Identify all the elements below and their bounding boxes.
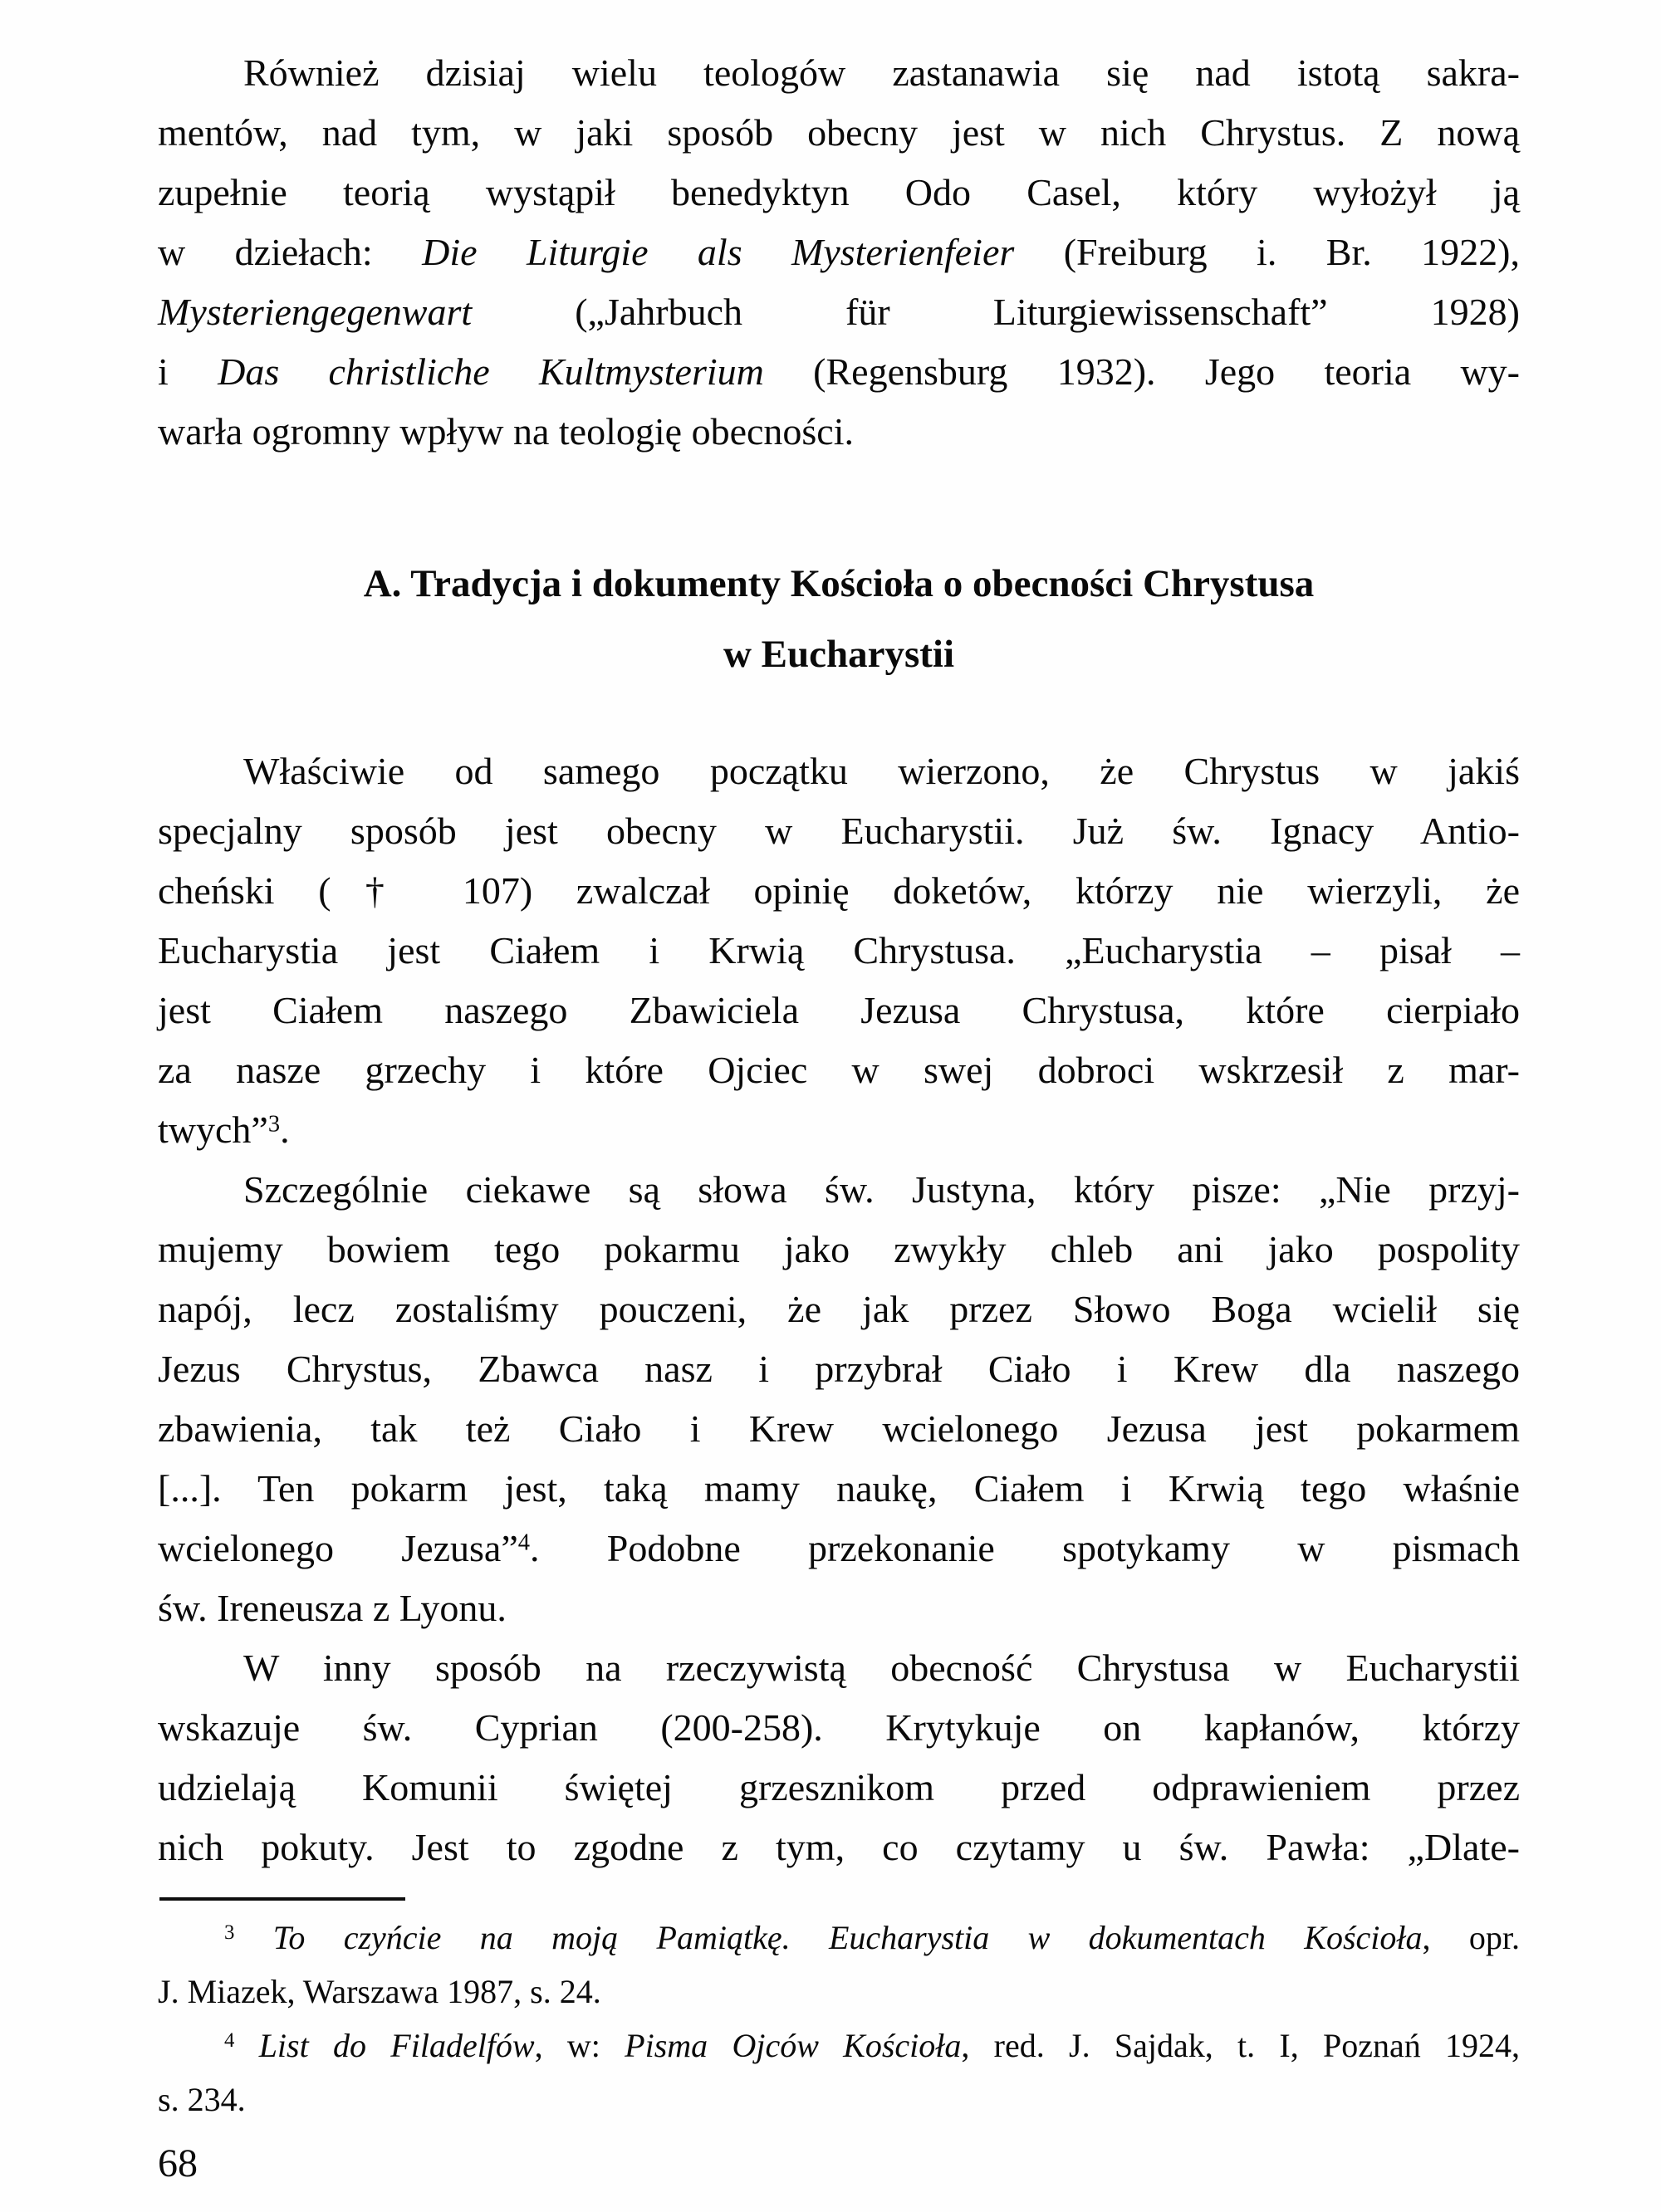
footnote-separator-rule [159,1897,405,1901]
text-segment: mentów, nad tym, w jaki sposób obecny jest w nich Chrystus. Z nową [158,111,1520,154]
text-segment [234,2027,258,2064]
text-line [158,1399,1520,1459]
text-line [158,1638,1520,1698]
text-segment: (Freiburg i. Br. 1922), [1014,231,1520,273]
paragraph-ignatius [158,741,1520,1160]
text-segment: wskazuje św. Cyprian (200-258). Krytykuje on kapłanów, którzy [158,1706,1520,1749]
italic-title: To czyńcie na moją Pamiątkę. Eucharystia w dokumentach Kościoła [272,1919,1423,1956]
text-segment: (Regensburg 1932). Jego teoria wy- [763,350,1520,393]
text-line [158,2019,1520,2073]
text-line [158,163,1520,223]
text-segment: s. 234. [158,2081,246,2118]
text-line [158,1040,1520,1100]
text-line [158,1220,1520,1280]
text-line [158,1280,1520,1339]
text-segment: i [158,350,218,393]
text-segment: Właściwie od samego początku wierzono, że Chrystus w jakiś [243,750,1520,792]
text-segment: J. Miazek, Warszawa 1987, s. 24. [158,1973,601,2010]
italic-title: Die Liturgie als Mysterienfeier [422,231,1015,273]
footnote-3 [158,1911,1520,2019]
section-heading [158,549,1520,690]
text-line [158,1911,1520,1965]
text-segment: specjalny sposób jest obecny w Eucharystii. Już św. Ignacy Antio- [158,810,1520,852]
text-line [158,402,1520,462]
text-line [158,861,1520,921]
text-segment [234,1919,272,1956]
text-segment: Eucharystia jest Ciałem i Krwią Chrystusa. „Eucharystia – pisał – [158,929,1520,971]
text-line [158,1965,1520,2019]
text-segment: Również dzisiaj wielu teologów zastanawia się nad istotą sakra- [243,51,1520,94]
text-segment: wcielonego Jezusa” [158,1527,518,1569]
text-segment: twych” [158,1108,268,1151]
text-segment: („Jahrbuch für Liturgiewissenschaft” 1928) [472,291,1520,333]
text-segment: Szczególnie ciekawe są słowa św. Justyna, który pisze: „Nie przyj- [243,1168,1520,1211]
text-segment: cheński († 107) zwalczał opinię doketów, którzy nie wierzyli, że [158,869,1520,912]
paragraph-intro [158,43,1520,462]
text-line [158,43,1520,103]
text-line [158,1578,1520,1638]
page-number: 68 [158,2141,198,2185]
text-line [158,1698,1520,1758]
italic-title: Das christliche Kultmysterium [218,350,764,393]
text-line [158,103,1520,163]
paragraph-cyprian [158,1638,1520,1877]
text-line [158,282,1520,342]
text-segment: nich pokuty. Jest to zgodne z tym, co czytamy u św. Pawła: „Dlate- [158,1826,1520,1868]
text-segment: [...]. Ten pokarm jest, taką mamy naukę, Ciałem i Krwią tego właśnie [158,1467,1520,1510]
text-line [158,801,1520,861]
text-line [158,1160,1520,1220]
italic-title: Pisma Ojców Kościoła [625,2027,962,2064]
text-line [158,1818,1520,1877]
text-segment: mujemy bowiem tego pokarmu jako zwykły chleb ani jako pospolity [158,1228,1520,1270]
footnote-reference: 3 [224,1921,235,1945]
text-segment: św. Ireneusza z Lyonu. [158,1587,507,1629]
text-line [158,2073,1520,2126]
footnote-4 [158,2019,1520,2126]
text-line [158,1459,1520,1519]
text-segment: Jezus Chrystus, Zbawca nasz i przybrał Ciało i Krew dla naszego [158,1348,1520,1390]
paragraph-justin [158,1160,1520,1638]
text-line [158,1519,1520,1578]
text-segment: zbawienia, tak też Ciało i Krew wcielonego Jezusa jest pokarmem [158,1407,1520,1450]
text-segment: , red. J. Sajdak, t. I, Poznań 1924, [961,2027,1521,2064]
text-line [158,741,1520,801]
text-segment: udzielają Komunii świętej grzesznikom przed odprawieniem przez [158,1766,1520,1808]
text-segment: w dziełach: [158,231,423,273]
footnotes-section [158,1897,1520,2126]
text-segment: , w: [534,2027,625,2064]
text-segment: . Podobne przekonanie spotykamy w pismach [530,1527,1520,1569]
text-segment: za nasze grzechy i które Ojciec w swej dobroci wskrzesił z mar- [158,1049,1520,1091]
italic-title: List do Filadelfów [258,2027,535,2064]
footnote-reference: 3 [267,1111,281,1138]
text-segment: zupełnie teorią wystąpił benedyktyn Odo Casel, który wyłożył ją [158,171,1520,213]
text-line [158,223,1520,282]
section-heading-line-2: w Eucharystii [723,633,955,676]
text-line [158,1100,1520,1160]
section-heading-line-1: A. Tradycja i dokumenty Kościoła o obecności Chrystusa [363,562,1315,605]
text-segment: napój, lecz zostaliśmy pouczeni, że jak przez Słowo Boga wcielił się [158,1288,1520,1330]
italic-title: Mysteriengegenwart [158,291,473,333]
text-segment: . [280,1108,290,1151]
text-segment: W inny sposób na rzeczywistą obecność Chrystusa w Eucharystii [243,1647,1520,1689]
text-line [158,1758,1520,1818]
text-line [158,921,1520,981]
text-line [158,1339,1520,1399]
text-segment: , opr. [1422,1919,1520,1956]
text-block [158,43,1520,2126]
text-segment: jest Ciałem naszego Zbawiciela Jezusa Chrystusa, które cierpiało [158,989,1520,1031]
footnote-reference: 4 [517,1529,531,1556]
text-line [158,342,1520,402]
text-line [158,981,1520,1040]
footnote-reference: 4 [224,2029,235,2053]
text-segment: warła ogromny wpływ na teologię obecności. [158,410,854,453]
